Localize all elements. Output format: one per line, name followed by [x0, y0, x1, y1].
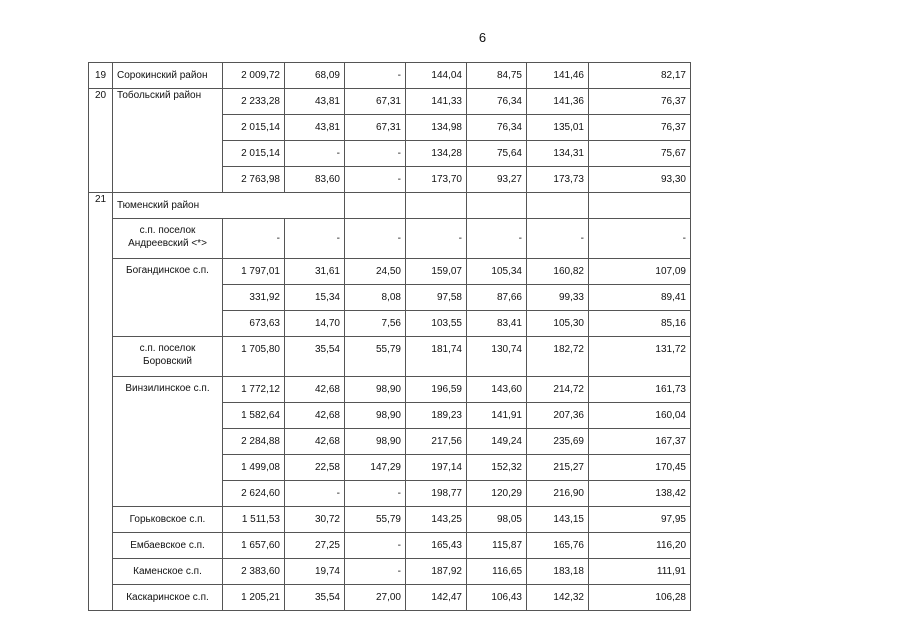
value-cell: 187,92: [406, 559, 467, 585]
district-name: Тюменский район: [113, 193, 345, 219]
district-name: Тобольский район: [113, 89, 223, 193]
value-cell: 93,30: [589, 167, 691, 193]
value-cell: 165,43: [406, 533, 467, 559]
value-cell: 215,27: [527, 455, 589, 481]
value-cell: 170,45: [589, 455, 691, 481]
table-row: [89, 259, 691, 285]
value-cell: 98,90: [345, 429, 406, 455]
value-cell: 31,61: [285, 259, 345, 285]
value-cell: 141,33: [406, 89, 467, 115]
value-cell: 147,29: [345, 455, 406, 481]
value-cell: 198,77: [406, 481, 467, 507]
value-cell: 42,68: [285, 377, 345, 403]
value-cell: 76,34: [467, 89, 527, 115]
value-cell: 141,36: [527, 89, 589, 115]
row-number: 20: [89, 89, 113, 193]
value-cell: 1 797,01: [223, 259, 285, 285]
value-cell: 152,32: [467, 455, 527, 481]
settlement-name: Каменское с.п.: [113, 559, 223, 585]
value-cell: 82,17: [589, 63, 691, 89]
table-row: [89, 63, 691, 89]
value-cell: 183,18: [527, 559, 589, 585]
value-cell: 181,74: [406, 337, 467, 377]
settlement-name: Богандинское с.п.: [113, 259, 223, 337]
value-cell: 7,56: [345, 311, 406, 337]
value-cell: 76,37: [589, 89, 691, 115]
value-cell: 76,37: [589, 115, 691, 141]
value-cell: 2 624,60: [223, 481, 285, 507]
settlement-name: Ембаевское с.п.: [113, 533, 223, 559]
value-cell: 161,73: [589, 377, 691, 403]
table-row: [89, 585, 691, 611]
value-cell: 207,36: [527, 403, 589, 429]
value-cell: 2 763,98: [223, 167, 285, 193]
page-number: 6: [478, 30, 487, 45]
value-cell: 42,68: [285, 429, 345, 455]
value-cell: 106,28: [589, 585, 691, 611]
value-cell: 130,74: [467, 337, 527, 377]
value-cell: -: [223, 219, 285, 259]
value-cell: 159,07: [406, 259, 467, 285]
settlement-name: с.п. поселок Андреевский <*>: [113, 219, 223, 259]
value-cell: 216,90: [527, 481, 589, 507]
value-cell: 105,30: [527, 311, 589, 337]
value-cell: 98,90: [345, 377, 406, 403]
value-cell: 138,42: [589, 481, 691, 507]
value-cell: 84,75: [467, 63, 527, 89]
value-cell: 2 009,72: [223, 63, 285, 89]
table-row: [89, 533, 691, 559]
value-cell: 189,23: [406, 403, 467, 429]
value-cell: 331,92: [223, 285, 285, 311]
value-cell: -: [345, 63, 406, 89]
value-cell: 116,65: [467, 559, 527, 585]
value-cell: 115,87: [467, 533, 527, 559]
value-cell: 167,37: [589, 429, 691, 455]
value-cell: 1 657,60: [223, 533, 285, 559]
value-cell: -: [285, 219, 345, 259]
table-row: [89, 219, 691, 259]
value-cell: 217,56: [406, 429, 467, 455]
value-cell: 196,59: [406, 377, 467, 403]
value-cell: 55,79: [345, 507, 406, 533]
value-cell: 165,76: [527, 533, 589, 559]
value-cell: 1 582,64: [223, 403, 285, 429]
value-cell: 144,04: [406, 63, 467, 89]
value-cell: 30,72: [285, 507, 345, 533]
value-cell: 97,95: [589, 507, 691, 533]
table-row: [89, 377, 691, 403]
value-cell: 43,81: [285, 115, 345, 141]
value-cell: -: [285, 481, 345, 507]
value-cell: 97,58: [406, 285, 467, 311]
value-cell: 85,16: [589, 311, 691, 337]
value-cell: 105,34: [467, 259, 527, 285]
value-cell: 76,34: [467, 115, 527, 141]
value-cell: -: [527, 219, 589, 259]
value-cell: 2 233,28: [223, 89, 285, 115]
value-cell: 2 383,60: [223, 559, 285, 585]
value-cell: 35,54: [285, 337, 345, 377]
value-cell: 1 499,08: [223, 455, 285, 481]
value-cell: 143,25: [406, 507, 467, 533]
value-cell: 2 015,14: [223, 141, 285, 167]
value-cell: 143,60: [467, 377, 527, 403]
value-cell: 142,47: [406, 585, 467, 611]
settlement-name: Винзилинское с.п.: [113, 377, 223, 507]
value-cell: 149,24: [467, 429, 527, 455]
value-cell: -: [467, 219, 527, 259]
value-cell: 103,55: [406, 311, 467, 337]
table-row: [89, 337, 691, 377]
value-cell: 27,00: [345, 585, 406, 611]
value-cell: 99,33: [527, 285, 589, 311]
value-cell: 1 772,12: [223, 377, 285, 403]
value-cell: 197,14: [406, 455, 467, 481]
row-number: 19: [89, 63, 113, 89]
value-cell: 8,08: [345, 285, 406, 311]
value-cell: 75,67: [589, 141, 691, 167]
value-cell: 89,41: [589, 285, 691, 311]
value-cell: 19,74: [285, 559, 345, 585]
value-cell: 68,09: [285, 63, 345, 89]
tariff-table: [88, 62, 691, 611]
value-cell: 98,90: [345, 403, 406, 429]
value-cell: 107,09: [589, 259, 691, 285]
value-cell: 67,31: [345, 89, 406, 115]
value-cell: 116,20: [589, 533, 691, 559]
value-cell: 142,32: [527, 585, 589, 611]
table-row: [89, 507, 691, 533]
value-cell: -: [285, 141, 345, 167]
value-cell: 14,70: [285, 311, 345, 337]
table-row: [89, 193, 691, 219]
settlement-name: с.п. поселок Боровский: [113, 337, 223, 377]
value-cell: 106,43: [467, 585, 527, 611]
value-cell: -: [406, 219, 467, 259]
settlement-name: Горьковское с.п.: [113, 507, 223, 533]
value-cell: 111,91: [589, 559, 691, 585]
value-cell: 173,70: [406, 167, 467, 193]
value-cell: 43,81: [285, 89, 345, 115]
value-cell: 83,60: [285, 167, 345, 193]
value-cell: 141,91: [467, 403, 527, 429]
settlement-name: Каскаринское с.п.: [113, 585, 223, 611]
value-cell: -: [345, 141, 406, 167]
value-cell: -: [345, 559, 406, 585]
value-cell: 160,04: [589, 403, 691, 429]
value-cell: 98,05: [467, 507, 527, 533]
value-cell: 2 015,14: [223, 115, 285, 141]
value-cell: -: [345, 481, 406, 507]
value-cell: 134,31: [527, 141, 589, 167]
value-cell: 55,79: [345, 337, 406, 377]
value-cell: 673,63: [223, 311, 285, 337]
value-cell: 173,73: [527, 167, 589, 193]
value-cell: 120,29: [467, 481, 527, 507]
table-row: [89, 89, 691, 115]
value-cell: 160,82: [527, 259, 589, 285]
value-cell: 2 284,88: [223, 429, 285, 455]
value-cell: 235,69: [527, 429, 589, 455]
table-row: [89, 559, 691, 585]
value-cell: -: [345, 219, 406, 259]
value-cell: 134,98: [406, 115, 467, 141]
value-cell: 27,25: [285, 533, 345, 559]
value-cell: 67,31: [345, 115, 406, 141]
value-cell: -: [345, 167, 406, 193]
value-cell: 35,54: [285, 585, 345, 611]
value-cell: 1 511,53: [223, 507, 285, 533]
value-cell: 182,72: [527, 337, 589, 377]
value-cell: 135,01: [527, 115, 589, 141]
value-cell: 75,64: [467, 141, 527, 167]
value-cell: -: [589, 219, 691, 259]
value-cell: 143,15: [527, 507, 589, 533]
district-name: Сорокинский район: [113, 63, 223, 89]
value-cell: 1 705,80: [223, 337, 285, 377]
value-cell: 134,28: [406, 141, 467, 167]
value-cell: 83,41: [467, 311, 527, 337]
value-cell: 42,68: [285, 403, 345, 429]
value-cell: 87,66: [467, 285, 527, 311]
value-cell: 214,72: [527, 377, 589, 403]
value-cell: 24,50: [345, 259, 406, 285]
value-cell: 131,72: [589, 337, 691, 377]
value-cell: 22,58: [285, 455, 345, 481]
value-cell: 15,34: [285, 285, 345, 311]
value-cell: 141,46: [527, 63, 589, 89]
row-number: 21: [89, 193, 113, 611]
value-cell: -: [345, 533, 406, 559]
value-cell: 93,27: [467, 167, 527, 193]
value-cell: 1 205,21: [223, 585, 285, 611]
